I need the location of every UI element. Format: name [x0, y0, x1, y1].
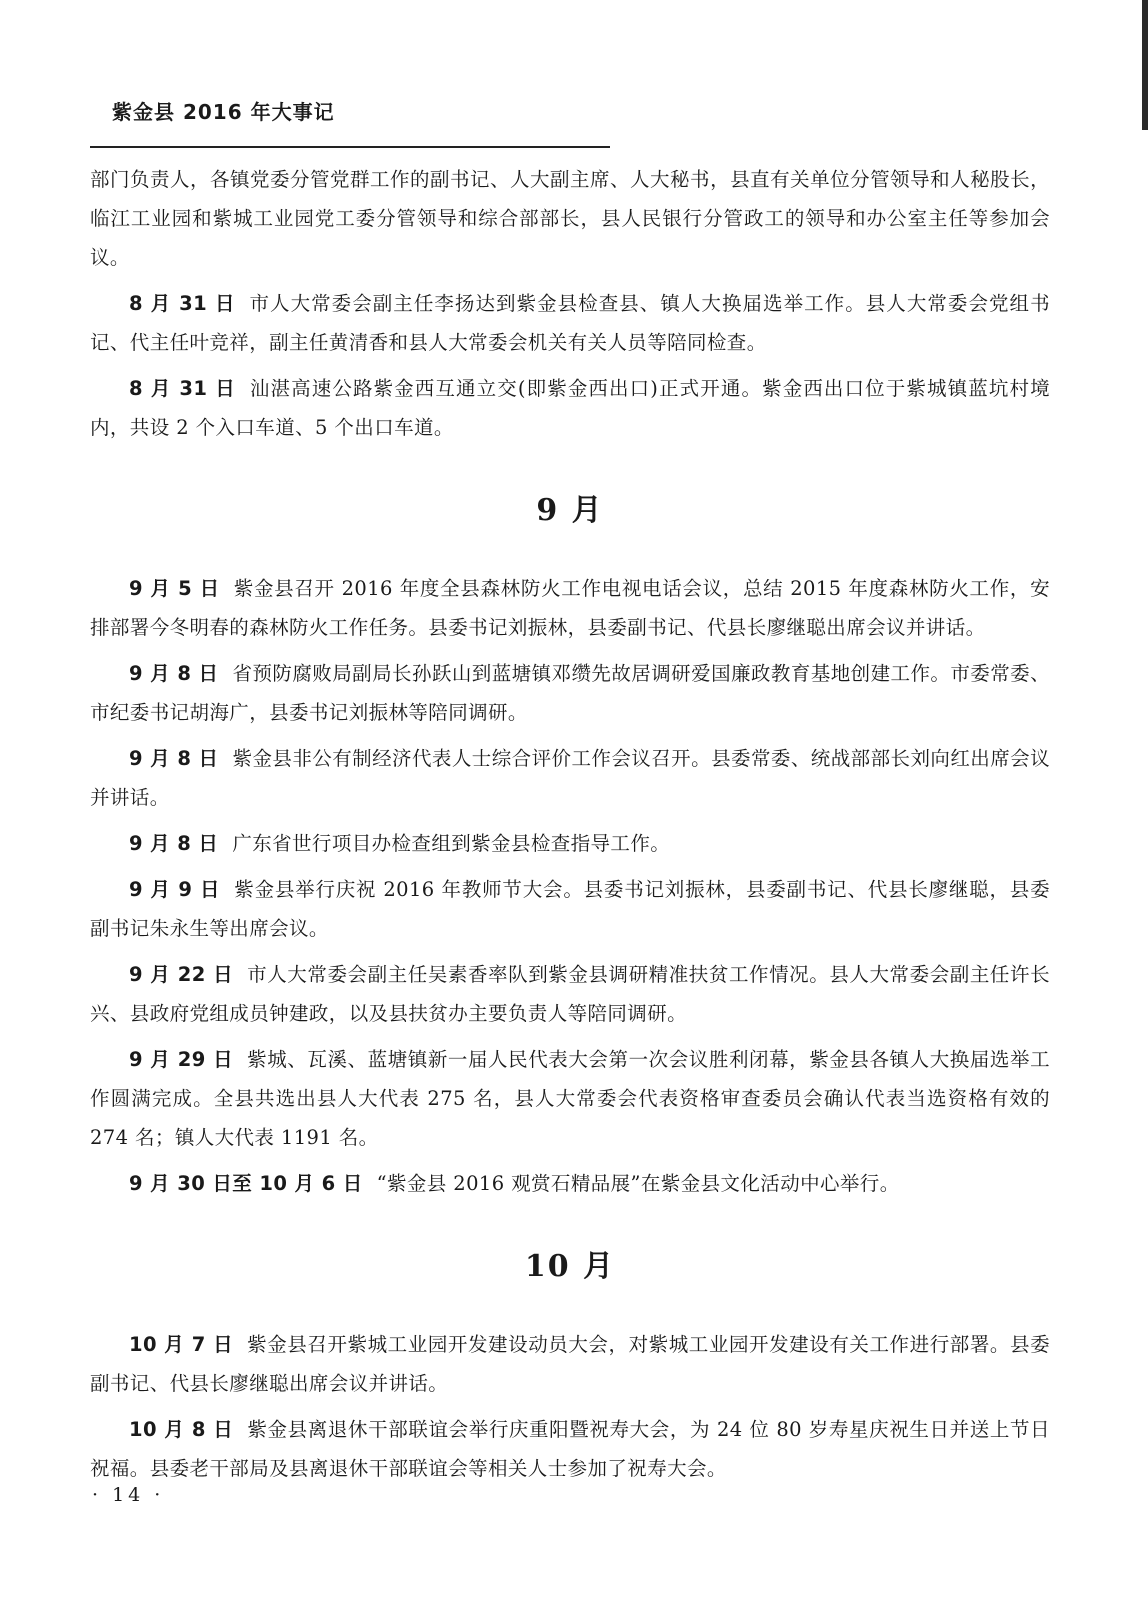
continued-paragraph: 部门负责人，各镇党委分管党群工作的副书记、人大副主席、人大秘书，县直有关单位分管领导和人秘股长，临江工业园和紫城工业园党工委分管领导和综合部部长，县人民银行分管政工的领导和办公室主任等参加会议。 — [90, 168, 1050, 269]
entry-oct7 — [90, 1325, 1050, 1403]
entry-sep9 — [90, 870, 1050, 948]
page-number: · 14 · — [92, 1484, 165, 1506]
entry-text: “紫金县 2016 观赏石精品展”在紫金县文化活动中心举行。 — [376, 1172, 900, 1195]
entry-text: 紫金县召开紫城工业园开发建设动员大会，对紫城工业园开发建设有关工作进行部署。县委副书记、代县长廖继聪出席会议并讲话。 — [90, 1333, 1050, 1395]
entry-date: 10 月 7 日 — [129, 1333, 234, 1356]
running-header: 紫金县 2016 年大事记 — [112, 100, 335, 124]
entry-text: 紫金县召开 2016 年度全县森林防火工作电视电话会议，总结 2015 年度森林防火工作，安排部署今冬明春的森林防火工作任务。县委书记刘振林，县委副书记、代县长廖继聪出席会议并讲话。 — [90, 577, 1050, 639]
entry-date: 9 月 22 日 — [129, 963, 234, 986]
entry-date: 8 月 31 日 — [129, 292, 236, 315]
entry-date: 9 月 30 日至 10 月 6 日 — [129, 1172, 363, 1195]
entry-text: 省预防腐败局副局长孙跃山到蓝塘镇邓缵先故居调研爱国廉政教育基地创建工作。市委常委、市纪委书记胡海广，县委书记刘振林等陪同调研。 — [90, 662, 1050, 724]
entry-text: 紫城、瓦溪、蓝塘镇新一届人民代表大会第一次会议胜利闭幕，紫金县各镇人大换届选举工作圆满完成。全县共选出县人大代表 275 名，县人大常委会代表资格审查委员会确认代表当选资格有效的 274 名；镇人大代表 1191 名。 — [90, 1048, 1050, 1149]
entry-text: 紫金县非公有制经济代表人士综合评价工作会议召开。县委常委、统战部部长刘向红出席会议并讲话。 — [90, 747, 1050, 809]
entry-sep30-oct6 — [90, 1164, 1050, 1203]
entry-text: 市人大常委会副主任李扬达到紫金县检查县、镇人大换届选举工作。县人大常委会党组书记、代主任叶竞祥，副主任黄清香和县人大常委会机关有关人员等陪同检查。 — [90, 292, 1050, 354]
chronicle-body — [90, 160, 1050, 1495]
entry-sep22 — [90, 955, 1050, 1033]
entry-date: 9 月 5 日 — [129, 577, 220, 600]
entry-sep8-a — [90, 654, 1050, 732]
entry-aug31-b — [90, 369, 1050, 447]
entry-sep8-b — [90, 739, 1050, 817]
entry-date: 9 月 8 日 — [129, 832, 219, 855]
entry-date: 10 月 8 日 — [129, 1418, 234, 1441]
month-heading-october: 10 月 — [524, 1249, 616, 1284]
entry-aug31-a — [90, 284, 1050, 362]
entry-text: 汕湛高速公路紫金西互通立交(即紫金西出口)正式开通。紫金西出口位于紫城镇蓝坑村境内，共设 2 个入口车道、5 个出口车道。 — [90, 377, 1050, 439]
month-heading-september: 9 月 — [536, 493, 604, 528]
entry-date: 9 月 9 日 — [129, 878, 221, 901]
entry-date: 9 月 29 日 — [129, 1048, 234, 1071]
entry-text: 市人大常委会副主任吴素香率队到紫金县调研精准扶贫工作情况。县人大常委会副主任许长兴、县政府党组成员钟建政，以及县扶贫办主要负责人等陪同调研。 — [90, 963, 1050, 1025]
entry-sep8-c — [90, 824, 1050, 863]
entry-text: 广东省世行项目办检查组到紫金县检查指导工作。 — [232, 832, 671, 855]
entry-text: 紫金县举行庆祝 2016 年教师节大会。县委书记刘振林，县委副书记、代县长廖继聪，县委副书记朱永生等出席会议。 — [90, 878, 1050, 940]
entry-oct8 — [90, 1410, 1050, 1488]
entry-text: 紫金县离退休干部联谊会举行庆重阳暨祝寿大会，为 24 位 80 岁寿星庆祝生日并送上节日祝福。县委老干部局及县离退休干部联谊会等相关人士参加了祝寿大会。 — [90, 1418, 1050, 1480]
header-rule — [90, 146, 610, 148]
entry-date: 9 月 8 日 — [129, 747, 219, 770]
entry-date: 8 月 31 日 — [129, 377, 236, 400]
entry-date: 9 月 8 日 — [129, 662, 219, 685]
entry-sep29 — [90, 1040, 1050, 1157]
scan-edge-mark — [1142, 0, 1148, 130]
entry-sep5 — [90, 569, 1050, 647]
